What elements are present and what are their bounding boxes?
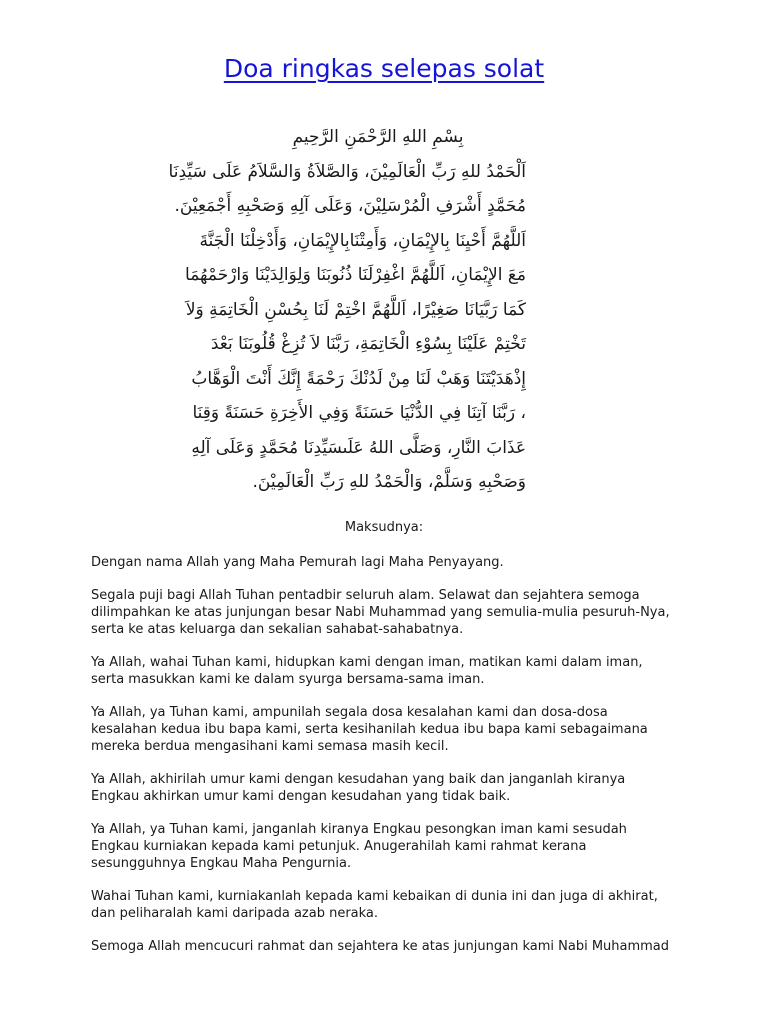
- arabic-line: تَخْتِمْ عَلَيْنَا بِسُوْءِ الْخَاتِمَةِ، رَبَّنَا لاَ تُزِغْ قُلُوبَنَا بَعْدَ: [210, 334, 526, 354]
- paragraph-line: sesungguhnya Engkau Maha Pengurnia.: [91, 856, 352, 871]
- paragraph-line: mereka berdua mengasihani kami semasa masih kecil.: [91, 739, 449, 754]
- paragraph-line: Wahai Tuhan kami, kurniakanlah kepada kami kebaikan di dunia ini dan juga di akhirat,: [91, 889, 658, 904]
- paragraph-line: Dengan nama Allah yang Maha Pemurah lagi Maha Penyayang.: [91, 555, 504, 570]
- paragraph-line: serta ke atas keluarga dan sekalian sahabat-sahabatnya.: [91, 622, 464, 637]
- paragraph-line: Segala puji bagi Allah Tuhan pentadbir seluruh alam. Selawat dan sejahtera semoga: [91, 588, 640, 603]
- translation-paragraph: [91, 587, 691, 638]
- paragraph-line: kesalahan kedua ibu bapa kami, serta kesihanilah kedua ibu bapa kami sebagaimana: [91, 722, 648, 737]
- arabic-line: مُحَمَّدٍ أَشْرَفِ الْمُرْسَلِيْنَ، وَعَلَى آلِهِ وَصَحْبِهِ أَجْمَعِيْنَ.: [174, 196, 526, 216]
- arabic-line: اَلْحَمْدُ للهِ رَبِّ الْعَالَمِيْنَ، وَالصَّلاَةُ وَالسَّلاَمُ عَلَى سَيِّدِنَا: [168, 161, 526, 182]
- translation-paragraph: [91, 821, 691, 872]
- paragraph-line: Ya Allah, akhirilah umur kami dengan kesudahan yang baik dan janganlah kiranya: [91, 772, 626, 787]
- paragraph-line: dan peliharalah kami daripada azab neraka.: [91, 906, 379, 921]
- arabic-line: إِذْهَدَيْتَنَا وَهَبْ لَنَا مِنْ لَدُنْكَ رَحْمَةً إِنَّكَ أَنْتَ الْوَهَّابُ: [191, 368, 526, 389]
- arabic-line: ، رَبَّنَا آتِنَا فِي الدُّنْيَا حَسَنَةً وَفِي الأَخِرَةِ حَسَنَةً وَقِنَا: [192, 403, 526, 423]
- paragraph-line: Ya Allah, wahai Tuhan kami, hidupkan kami dengan iman, matikan kami dalam iman,: [91, 655, 643, 670]
- paragraph-line: Engkau kurniakan kepada kami petunjuk. Anugerahilah kami rahmat kerana: [91, 839, 587, 854]
- page-title-link[interactable]: Doa ringkas selepas solat: [223, 54, 545, 83]
- arabic-prayer-text: [168, 120, 526, 500]
- translation-paragraph: [91, 654, 691, 688]
- translation-heading: Maksudnya:: [344, 520, 424, 535]
- paragraph-line: Ya Allah, ya Tuhan kami, janganlah kiranya Engkau pesongkan iman kami sesudah: [91, 822, 627, 837]
- translation-paragraph: [91, 771, 691, 805]
- arabic-line: كَمَا رَبَّيَانَا صَغِيْرًا، اَللَّهُمَّ اخْتِمْ لَنَا بِحُسْنِ الْخَاتِمَةِ وَلاَ: [185, 299, 526, 320]
- paragraph-line: dilimpahkan ke atas junjungan besar Nabi Muhammad yang semulia-mulia pesuruh-Nya,: [91, 605, 670, 620]
- translation-paragraph: [91, 704, 691, 755]
- arabic-line: مَعَ الإِيْمَانِ، اَللَّهُمَّ اغْفِرْلَنَا ذُنُوبَنَا وَلِوَالِدَيْنَا وَارْحَمْهُمَا: [185, 265, 526, 285]
- paragraph-line: Semoga Allah mencucuri rahmat dan sejahtera ke atas junjungan kami Nabi Muhammad: [91, 939, 670, 954]
- translation-body: [91, 554, 691, 971]
- paragraph-line: serta masukkan kami ke dalam syurga bersama-sama iman.: [91, 672, 485, 687]
- arabic-line: اَللَّهُمَّ أَحْيِنَا بِالإِيْمَانِ، وَأَمِتْنَابِالإِيْمَانِ، وَأَدْخِلْنَا الْجَنَّةَ: [199, 230, 526, 251]
- translation-paragraph: [91, 888, 691, 922]
- paragraph-line: Ya Allah, ya Tuhan kami, ampunilah segala dosa kesalahan kami dan dosa-dosa: [91, 705, 608, 720]
- arabic-line: بِسْمِ اللهِ الرَّحْمَنِ الرَّحِيمِ: [292, 127, 464, 147]
- arabic-line: وَصَحْبِهِ وَسَلَّمْ، وَالْحَمْدُ للهِ رَبِّ الْعَالَمِيْنَ.: [252, 472, 526, 492]
- translation-paragraph: [91, 938, 691, 955]
- translation-paragraph: [91, 554, 691, 571]
- paragraph-line: Engkau akhirkan umur kami dengan kesudahan yang tidak baik.: [91, 789, 511, 804]
- arabic-line: عَذَابَ النَّارِ، وَصَلَّى اللهُ عَلَىسَيِّدِنَا مُحَمَّدٍ وَعَلَى آلِهِ: [191, 437, 526, 458]
